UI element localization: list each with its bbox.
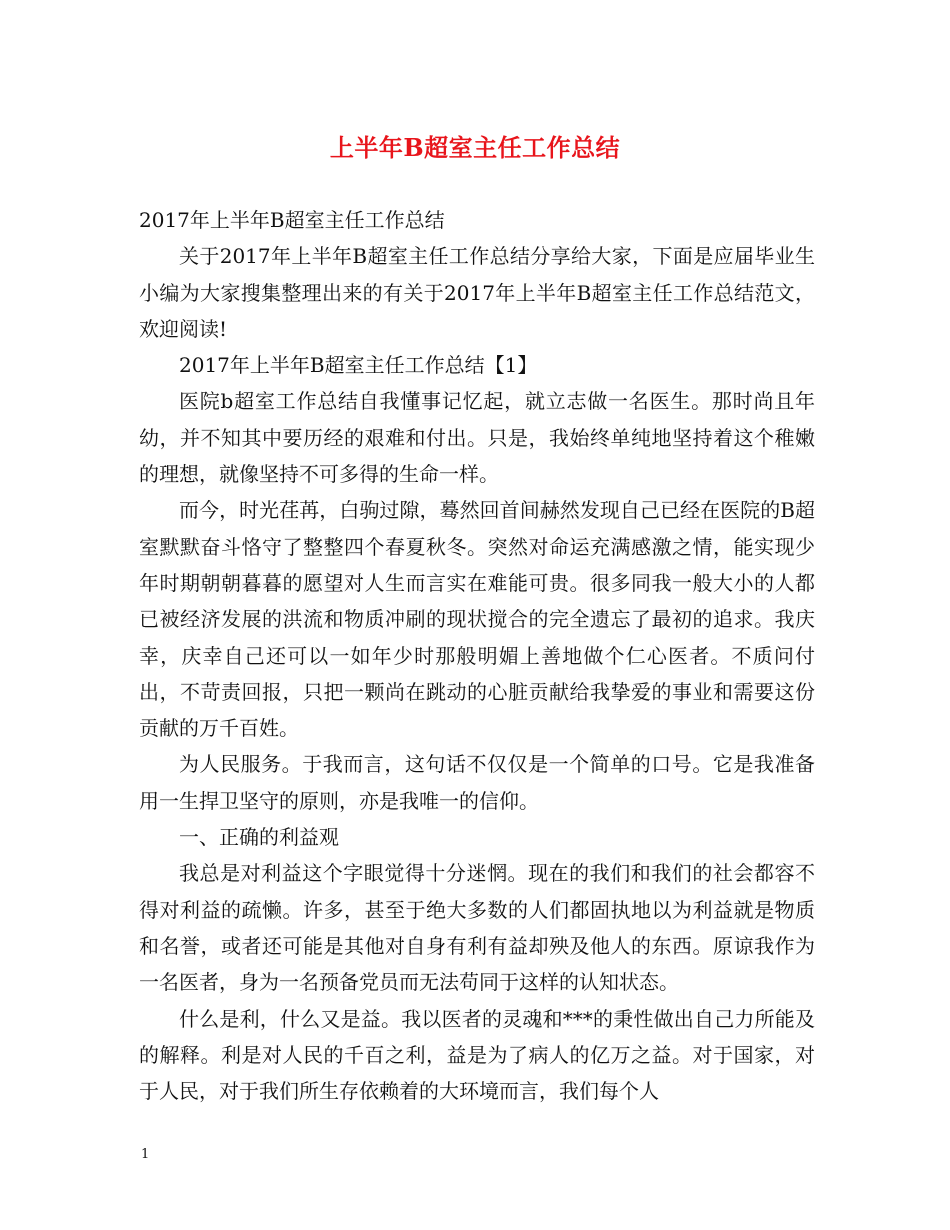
paragraph: 为人民服务。于我而言，这句话不仅仅是一个简单的口号。它是我准备用一生捍卫坚守的原则，亦是我唯一的信仰。 [139,752,815,813]
section-heading: 一、正确的利益观 [179,825,339,850]
paragraph: 而今，时光荏苒，白驹过隙，蓦然回首间赫然发现自己已经在医院的B超室默默奋斗恪守了整整四个春夏秋冬。突然对命运充满感激之情，能实现少年时期朝朝暮暮的愿望对人生而言实在难能可贵。很多同我一般大小的人都已被经济发展的洪流和物质冲刷的现状搅合的完全遗忘了最初的追求。我庆幸，庆幸自己还可以一如年少时那般明媚上善地做个仁心医者。不质问付出，不苛责回报，只把一颗尚在跳动的心脏贡献给我挚爱的事业和需要这份贡献的万千百姓。 [139,498,815,741]
paragraph: 2017年上半年B超室主任工作总结【1】 [179,353,538,378]
paragraph: 2017年上半年B超室主任工作总结 [139,208,445,232]
page-number: 1 [141,1147,150,1162]
document-title: 上半年B超室主任工作总结 [329,133,621,162]
document-body [139,202,815,1109]
paragraph: 我总是对利益这个字眼觉得十分迷惘。现在的我们和我们的社会都容不得对利益的疏懒。许多，甚至于绝大多数的人们都固执地以为利益就是物质和名誉，或者还可能是其他对自身有利有益却殃及他人的东西。原谅我作为一名医者，身为一名预备党员而无法苟同于这样的认知状态。 [139,861,815,995]
paragraph: 关于2017年上半年B超室主任工作总结分享给大家，下面是应届毕业生小编为大家搜集整理出来的有关于2017年上半年B超室主任工作总结范文，欢迎阅读! [139,244,815,341]
paragraph: 什么是利，什么又是益。我以医者的灵魂和***的秉性做出自己力所能及的解释。利是对人民的千百之利，益是为了病人的亿万之益。对于国家，对于人民，对于我们所生存依赖着的大环境而言，我们每个人 [139,1006,815,1104]
paragraph: 医院b超室工作总结自我懂事记忆起，就立志做一名医生。那时尚且年幼，并不知其中要历经的艰难和付出。只是，我始终单纯地坚持着这个稚嫩的理想，就像坚持不可多得的生命一样。 [139,389,815,487]
